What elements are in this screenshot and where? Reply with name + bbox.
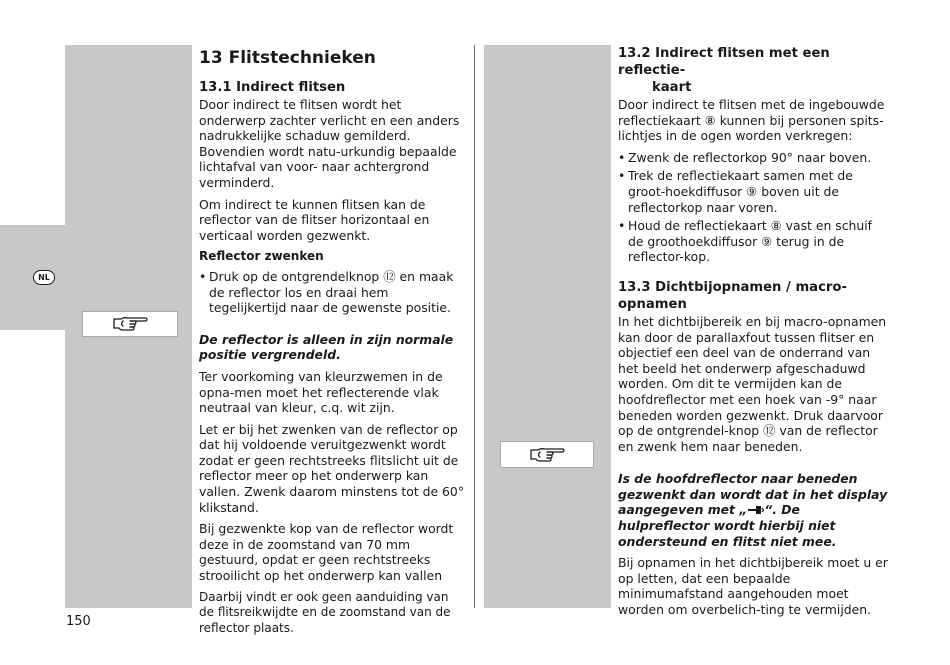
- paragraph: Bij gezwenkte kop van de reflector wordt deze in de zoomstand van 70 mm gestuurd, opdat er geen rechtstreeks strooilicht op het onderwerp kan vallen: [199, 521, 454, 584]
- paragraph: Door indirect te flitsen wordt het onderwerp zachter verlicht en een anders nadrukkelijke schaduw gemilderd. Bovendien wordt natu-urkundig bepaalde lichtafval van voor- naar achtergrond verminderd.: [199, 97, 460, 190]
- paragraph: Door indirect te flitsen met de ingebouwde reflectiekaart ⑧ kunnen bij personen spits-lichtjes in de ogen worden verkregen:: [618, 97, 885, 144]
- section-heading-line: 13.2 Indirect flitsen met een reflectie-: [618, 46, 830, 78]
- pointing-hand-icon: [528, 446, 566, 464]
- note-marker-box: [82, 311, 178, 337]
- section-heading: [618, 45, 888, 96]
- section-heading-line: kaart: [652, 80, 692, 95]
- right-margin-column: [484, 45, 611, 608]
- pointing-hand-icon: [111, 315, 149, 333]
- right-text-column: [618, 45, 888, 624]
- list-item: • Trek de reflectiekaart samen met de groot-hoekdiffusor ⑨ boven uit de reflectorkop naar voren.: [618, 168, 888, 215]
- note-marker-box: [500, 441, 594, 468]
- page-title: 13 Flitstechnieken: [199, 48, 376, 68]
- page-number: 150: [66, 614, 91, 629]
- section-heading: 13.3 Dichtbijopnamen / macro-opnamen: [618, 279, 847, 312]
- paragraph: Ter voorkoming van kleurzwemen in de opna-men moet het reflecterende vlak neutraal van kleur, c.q. wit zijn.: [199, 368, 443, 416]
- section-heading: 13.1 Indirect flitsen: [199, 80, 346, 95]
- paragraph: Daarbij vindt er ook geen aanduiding van de flitsreikwijdte en de zoomstand van de reflector plaats.: [199, 589, 451, 635]
- subheading: Reflector zwenken: [199, 249, 324, 264]
- note-text: [618, 471, 888, 549]
- note-text-part: “. De hulpreflector wordt hierbij niet ondersteund en flitst niet mee.: [618, 502, 837, 549]
- paragraph: Bij opnamen in het dichtbijbereik moet u er op letten, dat een bepaalde minimumafstand aangehouden moet worden om overbelich-ting te vermijden.: [618, 555, 888, 618]
- bullet-list: [618, 150, 888, 265]
- list-item: • Druk op de ontgrendelknop ⑫ en maak de reflector los en draai hem tegelijkertijd naar de gewenste positie.: [199, 269, 467, 316]
- column-divider: [474, 45, 475, 608]
- macro-reflector-icon: [747, 505, 764, 515]
- list-item: • Zwenk de reflectorkop 90° naar boven.: [618, 150, 888, 166]
- bullet-list: [199, 269, 467, 316]
- paragraph: Om indirect te kunnen flitsen kan de reflector van de flitser horizontaal en verticaal worden gezwenkt.: [199, 196, 430, 243]
- list-item: • Houd de reflectiekaart ⑧ vast en schuif de groothoekdiffusor ⑨ terug in de reflector-kop.: [618, 218, 888, 265]
- language-badge: NL: [33, 270, 55, 285]
- paragraph: In het dichtbijbereik en bij macro-opnamen kan door de parallaxfout tussen flitser en objectief een deel van de onderrand van het beeld het onderwerp afgeschaduwd worden. Om dit te vermijden kan de hoofdreflector met een hoek van -9° naar beneden worden gezwenkt. Druk daarvoor op de ontgrendel-knop ⑫ van de reflector en zwenk hem naar beneden.: [618, 313, 887, 454]
- left-text-column: [199, 45, 467, 642]
- note-text: De reflector is alleen in zijn normale positie vergrendeld.: [199, 331, 454, 363]
- paragraph: Let er bij het zwenken van de reflector op dat hij voldoende veruitgezwenkt wordt zodat er geen rechtstreeks flitslicht uit de reflector meer op het onderwerp kan vallen. Zwenk daarom minstens tot de 60° klikstand.: [199, 421, 465, 515]
- note-text-part: Is de hoofdreflector naar beneden gezwenkt dan wordt dat in het display aangegeven met „: [618, 471, 888, 518]
